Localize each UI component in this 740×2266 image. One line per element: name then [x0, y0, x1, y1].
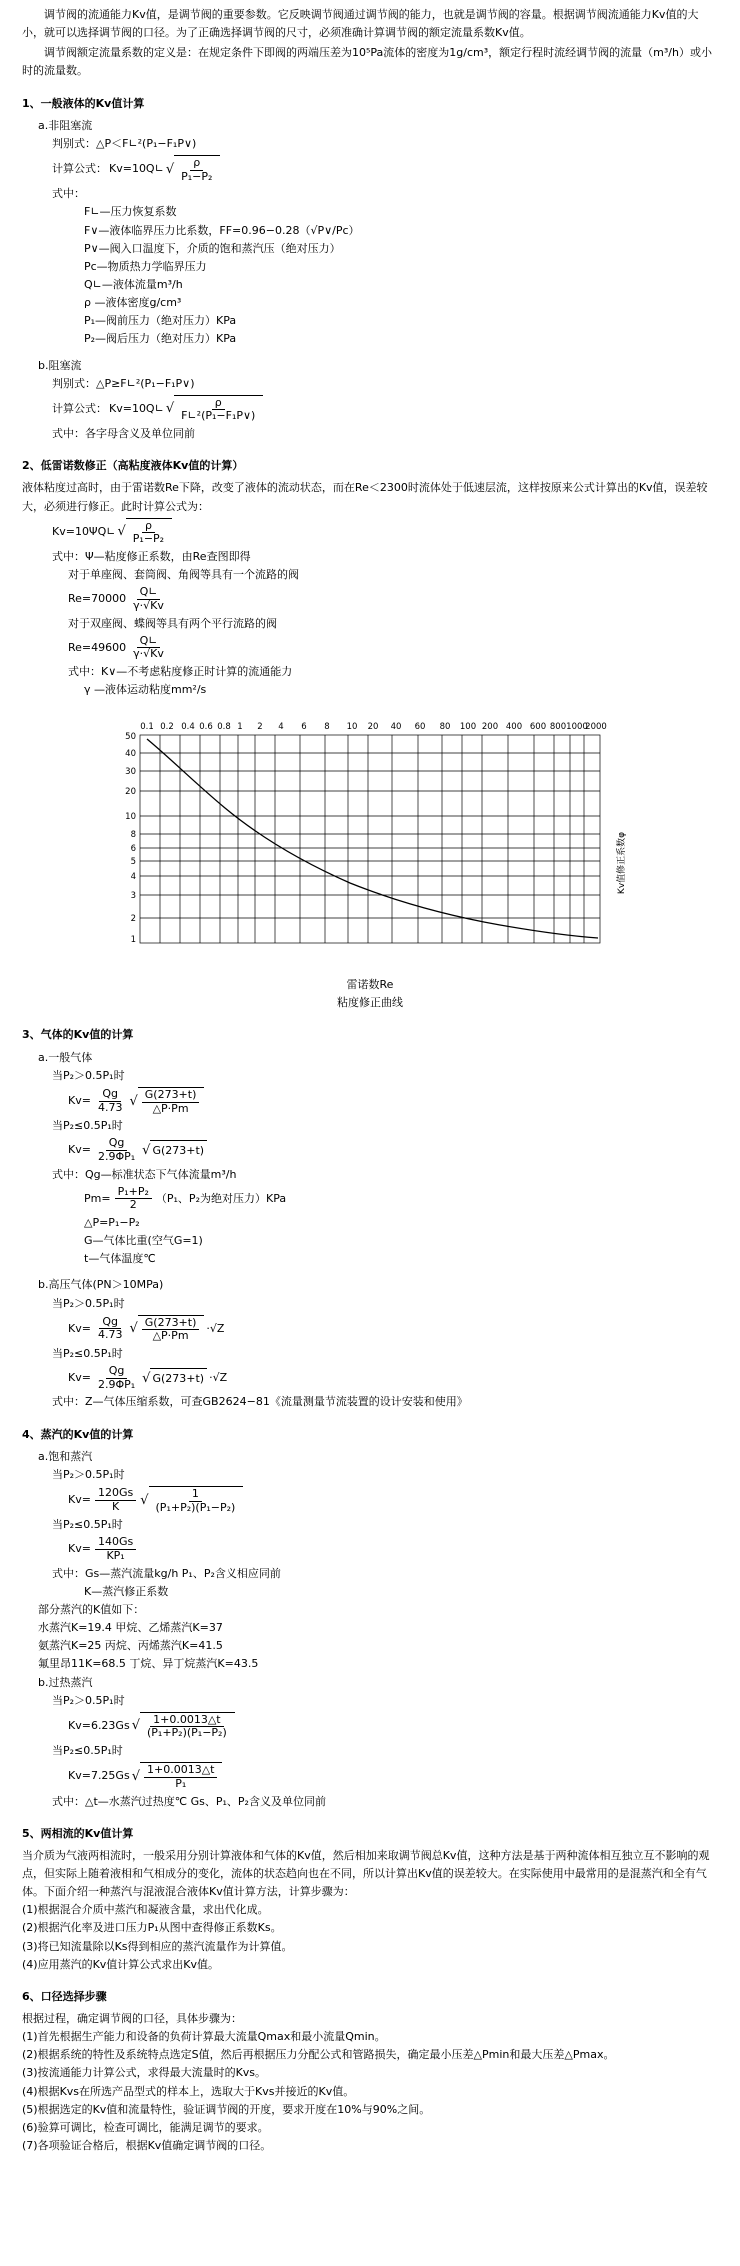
viscosity-correction-chart — [22, 713, 718, 968]
svg-text:1: 1 — [237, 722, 243, 733]
section-4a-title: a.饱和蒸汽 — [38, 1449, 93, 1463]
intro-paragraph-1: 调节阀的流通能力Kv值，是调节阀的重要参数。它反映调节阀通过调节阀的能力，也就是调节阀的容量。根据调节阀流通能力Kv值的大小，就可以选择调节阀的口径。为了正确选择调节阀的尺寸，必须准确计算调节阀的额定流量系数Kv值。 — [22, 8, 699, 40]
section-1a-where-7: P₁—阀前压力（绝对压力）KPa — [84, 314, 237, 328]
svg-text:30: 30 — [125, 767, 136, 778]
section-4b-where: 式中：△t—水蒸汽过热度℃ Gs、P₁、P₂含义及单位同前 — [52, 1794, 326, 1808]
section-1a-formula: 计算公式： Kv=10Q∟ √ $\frac{\rho}{\text{P₁−P₂}}$ — [22, 155, 718, 183]
sqrt-symbol: √ $\frac{\rho}{\text{F∟²(P₁−F₁P∨)}}$ — [166, 395, 264, 423]
section-3 — [22, 1026, 718, 1411]
svg-text:2: 2 — [257, 722, 263, 733]
svg-text:1000: 1000 — [566, 722, 588, 733]
section-4b-formula-1: Kv=6.23Gs √ $\frac{1+0.0013\triangle t}{\text{(P₁+P₂)(P₁−P₂)}}$ — [22, 1712, 718, 1740]
section-3-where-label: 式中：Qg—标准状态下气体流量m³/h — [52, 1167, 237, 1181]
section-1a-where-6: ρ —液体密度g/cm³ — [84, 296, 182, 310]
svg-text:800: 800 — [549, 722, 567, 733]
section-3-title: 3、气体的Kv值的计算 — [22, 1028, 134, 1042]
section-5 — [22, 1825, 718, 1974]
svg-text:20: 20 — [125, 787, 136, 798]
svg-text:4: 4 — [130, 872, 136, 883]
svg-text:2: 2 — [130, 914, 136, 925]
svg-text:0.8: 0.8 — [217, 722, 231, 733]
chart-curve — [147, 739, 598, 938]
section-4-k-values-2: 氨蒸汽K=25 丙烷、丙烯蒸汽K=41.5 — [38, 1639, 223, 1653]
svg-text:50: 50 — [125, 732, 136, 743]
svg-text:0.4: 0.4 — [181, 722, 195, 733]
section-2-formula: Kv=10ΨQ∟ √ $\frac{\rho}{\text{P₁−P₂}}$ — [22, 518, 718, 546]
section-1b-criterion: 判别式：△P≥F∟²(P₁−F₁P∨) — [52, 376, 195, 390]
section-2-where-label: 式中：Ψ—粘度修正系数，由Re查图即得 — [52, 549, 251, 563]
section-2-where-2: 对于单座阀、套筒阀、角阀等具有一个流路的阀 — [68, 568, 299, 582]
svg-text:0.2: 0.2 — [160, 722, 174, 733]
section-6-paragraph: 根据过程，确定调节阀的口径，具体步骤为： — [22, 2011, 242, 2025]
section-3b-cond-1: 当P₂＞0.5P₁时 — [52, 1296, 125, 1310]
section-3b-title: b.高压气体(PN＞10MPa) — [38, 1278, 164, 1292]
section-6-step-4: (4)根据Kvs在所选产品型式的样本上，选取大于Kvs并接近的Kv值。 — [22, 2084, 355, 2098]
section-4a-formula-2: Kv= $\frac{140Gs}{\text{KP₁}}$ — [22, 1536, 718, 1562]
svg-text:600: 600 — [529, 722, 547, 733]
chart-caption-block — [22, 976, 718, 1012]
section-1 — [22, 95, 718, 444]
sqrt-symbol: √ $\frac{G(273+t)}{\triangle P\cdot Pm}$ — [129, 1087, 204, 1115]
section-2-paragraph: 液体粘度过高时，由于雷诺数Re下降，改变了液体的流动状态，而在Re＜2300时流体处于低速层流，这样按原来公式计算出的Kv值，误差较大，必须进行修正。此时计算公式为： — [22, 481, 708, 513]
section-4-title: 4、蒸汽的Kv值的计算 — [22, 1427, 134, 1441]
sqrt-symbol: √ $\frac{G(273+t)}{\triangle P\cdot Pm}$ — [129, 1315, 204, 1343]
section-4-k-values-1: 水蒸汽K=19.4 甲烷、乙烯蒸汽K=37 — [38, 1621, 223, 1635]
svg-text:0.6: 0.6 — [199, 722, 213, 733]
section-2-where-4: 对于双座阀、蝶阀等具有两个平行流路的阀 — [68, 616, 277, 630]
section-1b-formula: 计算公式： Kv=10Q∟ √ $\frac{\rho}{\text{F∟²(P₁−F₁P∨)}}$ — [22, 395, 718, 423]
section-2-where-6: 式中：K∨—不考虑粘度修正时计算的流通能力 — [68, 664, 293, 678]
svg-text:80: 80 — [439, 722, 451, 733]
svg-text:10: 10 — [125, 812, 136, 823]
svg-text:8: 8 — [324, 722, 330, 733]
section-6-step-5: (5)根据选定的Kv值和流量特性，验证调节阀的开度，要求开度在10%与90%之间。 — [22, 2102, 431, 2116]
sqrt-symbol: √ $\frac{1+0.0013\triangle t}{\text{P₁}}$ — [132, 1762, 223, 1790]
svg-text:100: 100 — [459, 722, 477, 733]
section-1a-title: a.非阻塞流 — [38, 118, 93, 132]
chart-x-axis-label: 雷诺数Re — [346, 978, 394, 992]
section-6-step-2: (2)根据系统的特性及系统特点选定S值，然后再根据压力分配公式和管路损失，确定最小压差△Pmin和最大压差△Pmax。 — [22, 2048, 615, 2062]
chart-y-axis-label: Kv值修正系数φ — [617, 832, 627, 895]
section-4-k-values-intro: 部分蒸汽的K值如下： — [38, 1602, 145, 1616]
svg-text:400: 400 — [505, 722, 523, 733]
section-4b-formula-2: Kv=7.25Gs √ $\frac{1+0.0013\triangle t}{\text{P₁}}$ — [22, 1762, 718, 1790]
section-6 — [22, 1988, 718, 2155]
section-6-title: 6、口径选择步骤 — [22, 1989, 107, 2003]
section-4a-cond-1: 当P₂＞0.5P₁时 — [52, 1467, 125, 1481]
sqrt-symbol: √ G(273+t) — [142, 1140, 207, 1160]
section-1-title: 1、一般液体的Kv值计算 — [22, 96, 145, 110]
section-4b-title: b.过热蒸汽 — [38, 1675, 93, 1689]
section-6-step-3: (3)按流通能力计算公式，求得最大流量时的Kvs。 — [22, 2066, 267, 2080]
section-4 — [22, 1426, 718, 1811]
section-3-pm-formula: Pm= $\frac{\text{P₁+P₂}}{2}$ （P₁、P₂为绝对压力）KPa — [84, 1184, 287, 1212]
section-5-title: 5、两相流的Kv值计算 — [22, 1826, 134, 1840]
section-1a-where-2: F∨—液体临界压力比系数，FF=0.96−0.28（√P∨/Pc） — [84, 223, 360, 237]
intro-block — [22, 6, 718, 81]
sqrt-symbol: √ $\frac{\rho}{\text{P₁−P₂}}$ — [117, 518, 172, 546]
section-3a-formula-2: Kv= $\frac{Qg}{\text{2.9ΦP₁}}$ √ G(273+t) — [22, 1137, 718, 1163]
section-1b-title: b.阻塞流 — [38, 358, 82, 372]
svg-text:40: 40 — [390, 722, 402, 733]
sqrt-symbol: √ $\frac{\rho}{\text{P₁−P₂}}$ — [166, 155, 221, 183]
section-1b-where: 式中：各字母含义及单位同前 — [52, 427, 195, 441]
section-2-where-7: γ —液体运动粘度mm²/s — [84, 683, 207, 697]
chart-y-tick-labels — [125, 732, 136, 945]
section-1a-where-4: Pc—物质热力学临界压力 — [84, 259, 207, 273]
section-6-step-1: (1)首先根据生产能力和设备的负荷计算最大流量Qmax和最小流量Qmin。 — [22, 2030, 386, 2044]
section-3b-where: 式中：Z—气体压缩系数，可查GB2624−81《流量测量节流装置的设计安装和使用》 — [52, 1395, 468, 1409]
svg-text:200: 200 — [481, 722, 499, 733]
section-4-where-2: K—蒸汽修正系数 — [84, 1584, 169, 1598]
section-3b-cond-2: 当P₂≤0.5P₁时 — [52, 1347, 123, 1361]
section-1a-where-8: P₂—阀后压力（绝对压力）KPa — [84, 332, 237, 346]
chart-x-tick-labels — [140, 722, 607, 732]
section-5-step-4: (4)应用蒸汽的Kv值计算公式求出Kv值。 — [22, 1957, 220, 1971]
section-3b-formula-1: Kv= $\frac{Qg}{4.73}$ √ $\frac{G(273+t)}{\triangle P\cdot Pm}$ ·√Z — [68, 1314, 225, 1343]
section-4-k-values-3: 氟里昂11K=68.5 丁烷、异丁烷蒸汽K=43.5 — [38, 1657, 259, 1671]
intro-paragraph-2: 调节阀额定流量系数的定义是：在规定条件下即阀的两端压差为10⁵Pa流体的密度为1g/cm³，额定行程时流经调节阀的流量（m³/h）或小时的流量数。 — [22, 46, 712, 78]
svg-text:8: 8 — [130, 830, 136, 841]
section-6-step-6: (6)验算可调比，检查可调比，能满足调节的要求。 — [22, 2120, 269, 2134]
svg-text:20: 20 — [367, 722, 379, 733]
svg-text:6: 6 — [301, 722, 307, 733]
section-5-step-2: (2)根据汽化率及进口压力P₁从图中查得修正系数Ks。 — [22, 1921, 282, 1935]
section-6-step-7: (7)各项验证合格后，根据Kv值确定调节阀的口径。 — [22, 2138, 272, 2152]
section-3-where-5: t—气体温度℃ — [84, 1252, 156, 1266]
chart-title: 粘度修正曲线 — [337, 996, 403, 1010]
section-2-title: 2、低雷诺数修正（高粘度液体Kv值的计算） — [22, 459, 244, 473]
section-1a-where-1: F∟—压力恢复系数 — [84, 205, 177, 219]
svg-text:5: 5 — [130, 857, 136, 868]
section-5-step-1: (1)根据混合介质中蒸汽和凝液含量，求出代化成。 — [22, 1903, 269, 1917]
section-3a-cond-2: 当P₂≤0.5P₁时 — [52, 1119, 123, 1133]
svg-text:1: 1 — [130, 935, 136, 946]
svg-text:4: 4 — [278, 722, 284, 733]
section-4a-cond-2: 当P₂≤0.5P₁时 — [52, 1518, 123, 1532]
section-2-reynolds-double: Re=49600 $\frac{Q∟}{\gamma\cdot√Kv}$ — [68, 633, 164, 661]
section-4b-cond-2: 当P₂≤0.5P₁时 — [52, 1744, 123, 1758]
sqrt-symbol: √ G(273+t) — [142, 1368, 207, 1388]
svg-text:60: 60 — [414, 722, 426, 733]
section-3a-title: a.一般气体 — [38, 1050, 93, 1064]
svg-text:0.1: 0.1 — [140, 722, 154, 733]
section-1a-where-3: P∨—阀入口温度下，介质的饱和蒸汽压（绝对压力） — [84, 241, 341, 255]
section-1a-criterion: 判别式：△P＜F∟²(P₁−F₁P∨) — [52, 136, 197, 150]
chart-svg — [100, 713, 640, 968]
section-2 — [22, 457, 718, 699]
sqrt-symbol: √ $\frac{1+0.0013\triangle t}{\text{(P₁+P₂)(P₁−P₂)}}$ — [132, 1712, 235, 1740]
svg-text:10: 10 — [346, 722, 358, 733]
sqrt-symbol: √ $\frac{1}{\text{(P₁+P₂)(P₁−P₂)}}$ — [140, 1486, 243, 1514]
section-4a-formula-1: Kv= $\frac{120Gs}{K}$ √ $\frac{1}{\text{(P₁+P₂)(P₁−P₂)}}$ — [22, 1486, 718, 1514]
section-1a-where-label: 式中： — [52, 187, 85, 201]
section-1a-where-5: Q∟—液体流量m³/h — [84, 277, 183, 291]
section-3-where-4: G—气体比重(空气G=1) — [84, 1234, 203, 1248]
section-3a-formula-1: Kv= $\frac{Qg}{4.73}$ √ $\frac{G(273+t)}{\triangle P\cdot Pm}$ — [22, 1087, 718, 1115]
section-4b-cond-1: 当P₂＞0.5P₁时 — [52, 1693, 125, 1707]
section-3b-formula-2: Kv= $\frac{Qg}{\text{2.9ΦP₁}}$ √ G(273+t) ·√Z — [68, 1364, 228, 1391]
svg-text:6: 6 — [130, 844, 136, 855]
svg-text:2000: 2000 — [585, 722, 607, 733]
section-5-paragraph: 当介质为气液两相流时，一般采用分别计算液体和气体的Kv值，然后相加来取调节阀总Kv值，这种方法是基于两种流体相互独立互不影响的观点，但实际上随着液相和气相成分的变化，流体的状态趋向也在不同，所以计算出Kv值的误差较大。在实际使用中最常用的是混蒸汽和全有气体。下面介绍一种蒸汽与混液混合液体Kv值计算方法，计算步骤为： — [22, 1848, 710, 1899]
section-3a-cond-1: 当P₂＞0.5P₁时 — [52, 1068, 125, 1082]
section-2-reynolds-single: Re=70000 $\frac{Q∟}{\gamma\cdot√Kv}$ — [68, 585, 164, 612]
section-4-where-label: 式中：Gs—蒸汽流量kg/h P₁、P₂含义相应同前 — [52, 1566, 281, 1580]
svg-text:40: 40 — [125, 749, 136, 760]
section-5-step-3: (3)将已知流量除以Ks得到相应的蒸汽流量作为计算值。 — [22, 1939, 293, 1953]
svg-text:3: 3 — [130, 891, 136, 902]
section-3-where-3: △P=P₁−P₂ — [84, 1216, 140, 1230]
